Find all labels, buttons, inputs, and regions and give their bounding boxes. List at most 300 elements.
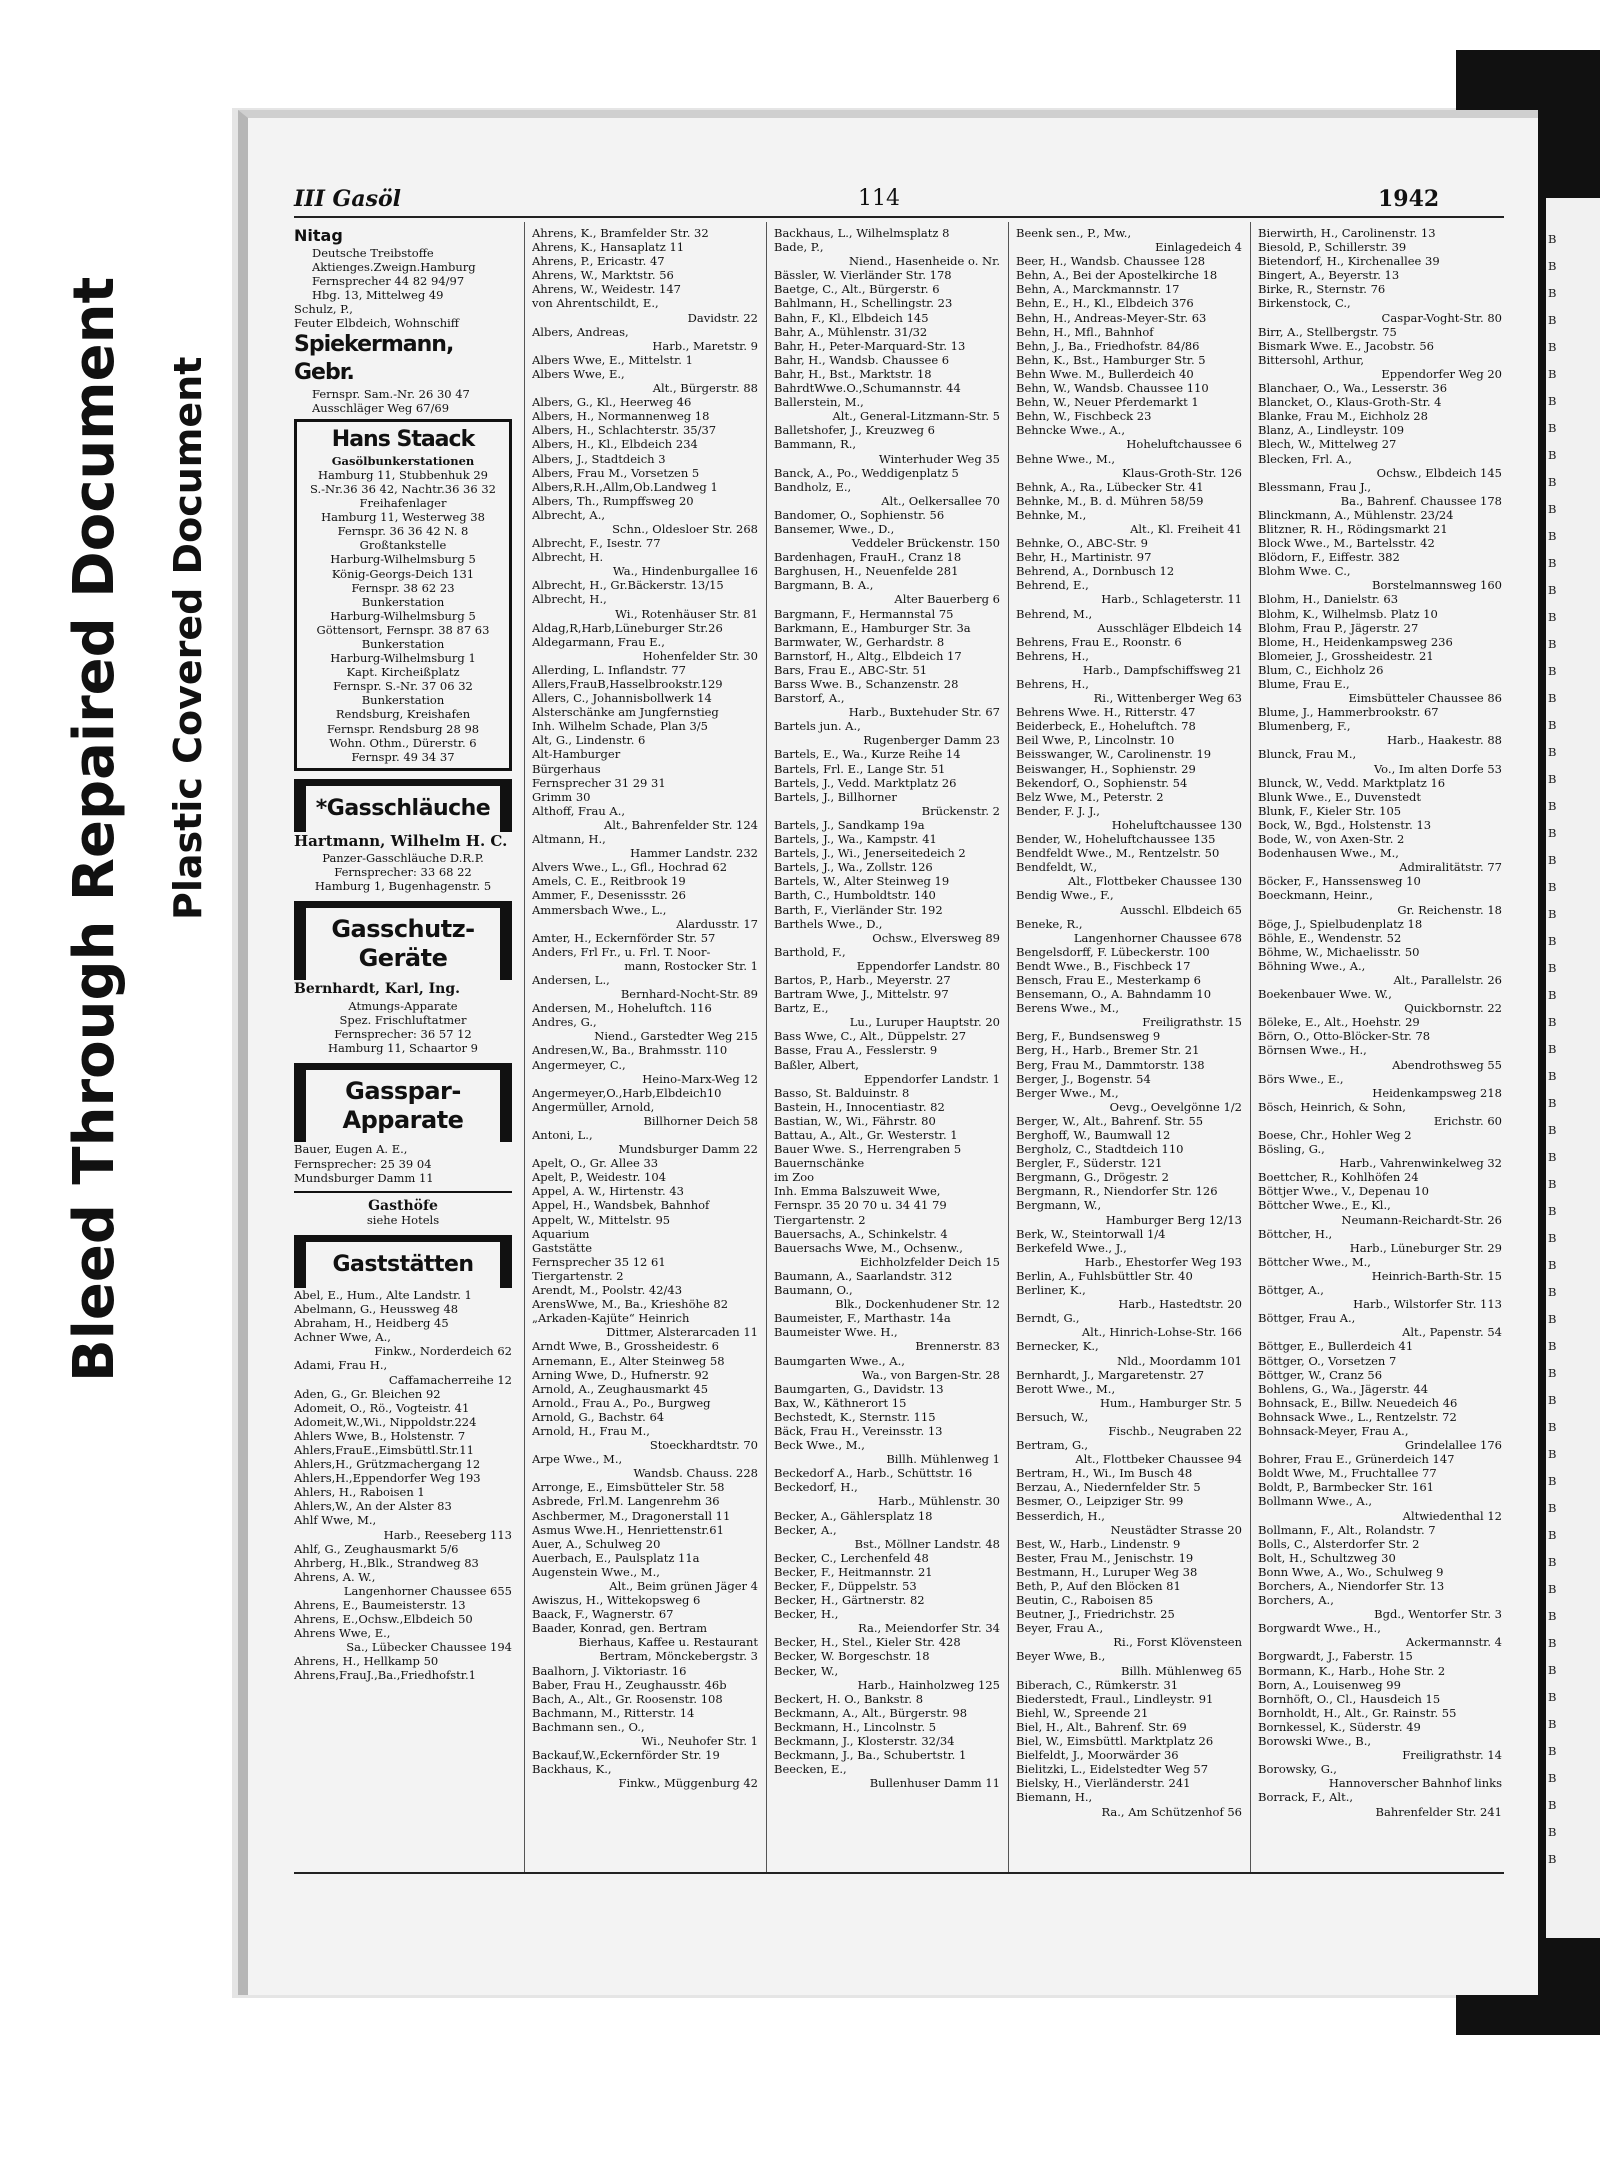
entry-line: Bandholz, E., xyxy=(774,479,852,494)
entry-line: Berg, Frau M., Dammtorstr. 138 xyxy=(1016,1057,1205,1072)
entry-line: Bertram, G., xyxy=(1016,1438,1089,1453)
next-page-letters: BBBBBBBBBBBBBBBBBBBBBBBBBBBBBBBBBBBBBBBBBBBBBBBBBBBBBBBBBBBBB xyxy=(1548,232,1557,1866)
entry-line: Beiswanger, H., Sophienstr. 29 xyxy=(1016,761,1196,776)
entry-line: Einlagedeich 4 xyxy=(1155,240,1242,255)
entry-line: Behrens, Frau E., Roonstr. 6 xyxy=(1016,634,1182,649)
entry-line: Berghoff, W., Baumwall 12 xyxy=(1016,1128,1171,1142)
entry-line: Harburg-Wilhelmsburg 1 xyxy=(330,651,476,666)
entry-line: Behnke, M., B. d. Mühren 58/59 xyxy=(1016,493,1204,508)
entry-line: Inh. Wilhelm Schade, Plan 3/5 xyxy=(532,719,708,734)
gasspar-banner xyxy=(294,1063,512,1142)
entry-line: Altmann, H., xyxy=(532,832,606,847)
entry-line: Hoheluftchaussee 130 xyxy=(1111,817,1242,832)
entry-line: Bergmann, G., Drögestr. 2 xyxy=(1016,1170,1169,1185)
entry-line: Schn., Oldesloer Str. 268 xyxy=(612,521,758,536)
entry-line: Ahrens, E., Baumeisterstr. 13 xyxy=(294,1598,466,1612)
entry-line: Blume, Frau E., xyxy=(1258,677,1350,691)
entry-line: Behnk, A., Ra., Lübecker Str. 41 xyxy=(1016,479,1204,494)
entry-line: Eppendorfer Landstr. 80 xyxy=(856,958,1000,973)
entry-line: Bekendorf, O., Sophienstr. 54 xyxy=(1016,775,1188,790)
entry-line: Blinckmann, A., Mühlenstr. 23/24 xyxy=(1258,507,1454,522)
entry-line: Bahr, H., Wandsb. Chaussee 6 xyxy=(774,352,950,367)
entry-line: Alvers Wwe., L., Gfl., Hochrad 62 xyxy=(532,860,728,875)
footer-rule xyxy=(294,1872,1504,1874)
entry-line: Finkw., Müggenburg 42 xyxy=(618,1776,758,1791)
entry-line: Albers,R.H.,Allm,Ob.Landweg 1 xyxy=(532,479,718,494)
entry-line: Angermeyer,O.,Harb,Elbdeich10 xyxy=(532,1085,722,1100)
entry-line: Böhle, E., Wendenstr. 52 xyxy=(1258,930,1402,945)
entry-line: Bestmann, H., Luruper Weg 38 xyxy=(1016,1564,1198,1579)
entry-line: Asbrede, Frl.M. Langenrehm 36 xyxy=(532,1494,720,1509)
column-rule xyxy=(524,222,525,1872)
entry-line: Bensemann, O., A. Bahndamm 10 xyxy=(1016,987,1212,1002)
entry-line: Albers, Frau M., Vorsetzen 5 xyxy=(532,465,700,480)
nitag-lines xyxy=(294,246,512,302)
entry-line: Bäck, Frau H., Vereinsstr. 13 xyxy=(774,1423,943,1438)
entry-line: Beutin, C., Raboisen 85 xyxy=(1016,1593,1154,1608)
entry-line: Blomeier, J., Grossheidestr. 21 xyxy=(1258,648,1434,663)
entry-line: Beneke, R., xyxy=(1016,916,1083,931)
entry-line: Bengelsdorff, F. Lübeckerstr. 100 xyxy=(1016,944,1210,959)
entry-line: Bielitzki, L., Eidelstedter Weg 57 xyxy=(1016,1762,1209,1777)
entry-line: Banck, A., Po., Weddigenplatz 5 xyxy=(774,465,959,480)
column-1 xyxy=(294,226,512,1683)
entry-line: Bösling, G., xyxy=(1258,1142,1325,1157)
entry-line: Bandomer, O., Sophienstr. 56 xyxy=(774,507,945,522)
entry-line: Ausschl. Elbdeich 65 xyxy=(1120,902,1242,917)
staack-lines xyxy=(305,468,501,764)
entry-line: Auerbach, E., Paulsplatz 11a xyxy=(532,1550,700,1565)
entry-line: Behn, K., Bst., Hamburger Str. 5 xyxy=(1016,352,1206,367)
entry-line: Baalhorn, J. Viktoriastr. 16 xyxy=(532,1663,687,1678)
entry-line: Ahlers Wwe, B., Holstenstr. 7 xyxy=(294,1428,466,1443)
entry-line: Albers Wwe, E., Mittelstr. 1 xyxy=(532,352,693,367)
entry-line: Harb., Lüneburger Str. 29 xyxy=(1349,1240,1502,1255)
entry-line: Ballerstein, M., xyxy=(774,395,864,410)
entry-line: Backauf,W.,Eckernförder Str. 19 xyxy=(532,1748,720,1763)
entry-line: Bertram, Mönckebergstr. 3 xyxy=(599,1649,758,1664)
entry-line: Ahrens,FrauJ.,Ba.,Friedhofstr.1 xyxy=(294,1668,477,1683)
entry-line: Beisswanger, W., Carolinenstr. 19 xyxy=(1016,747,1212,762)
entry-line: Berndt, G., xyxy=(1016,1311,1080,1326)
entry-line: Abraham, H., Heidberg 45 xyxy=(294,1316,449,1331)
entry-line: Arnold., Frau A., Po., Burgweg xyxy=(532,1395,711,1410)
entry-line: Hamburger Berg 12/13 xyxy=(1105,1212,1242,1227)
entry-line: Harb., Haakestr. 88 xyxy=(1387,733,1502,748)
entry-line: Böhme, W., Michaelisstr. 50 xyxy=(1258,944,1420,959)
entry-line: Bohlens, G., Wa., Jägerstr. 44 xyxy=(1258,1381,1429,1396)
entry-line: Hamburg 11, Stubbenhuk 29 xyxy=(318,467,488,482)
entry-line: Kapt. Kircheißplatz xyxy=(346,665,460,680)
entry-line: Albrecht, H. xyxy=(532,550,604,565)
entry-line: Bade, P., xyxy=(774,240,824,255)
entry-line: Bergmann, W., xyxy=(1016,1198,1102,1213)
entry-line: Allers, C., Johannisbollwerk 14 xyxy=(532,691,712,706)
entry-line: Bars, Frau E., ABC-Str. 51 xyxy=(774,662,928,677)
bleed-through-stamp: Bleed Through Repaired Document xyxy=(62,276,127,1382)
section-divider xyxy=(294,1191,512,1193)
entry-line: Böhning Wwe., A., xyxy=(1258,958,1366,973)
entry-line: Böleke, E., Alt., Hoehstr. 29 xyxy=(1258,1015,1420,1030)
entry-line: Bernecker, K., xyxy=(1016,1339,1099,1354)
entry-line: Barkmann, E., Hamburger Str. 3a xyxy=(774,620,971,635)
entry-line: Dittmer, Alsterarcaden 11 xyxy=(606,1325,758,1340)
entry-line: Baader, Konrad, gen. Bertram xyxy=(532,1621,708,1636)
entry-line: Becker, F., Heitmannstr. 21 xyxy=(774,1564,933,1579)
entry-line: Alt., Bahrenfelder Str. 124 xyxy=(603,817,758,832)
page-year: 1942 xyxy=(1378,186,1440,212)
entry-line: Beck Wwe., M., xyxy=(774,1438,865,1453)
entry-line: Börnsen Wwe., H., xyxy=(1258,1043,1367,1058)
entry-line: Biel, W., Eimsbüttl. Marktplatz 26 xyxy=(1016,1734,1214,1749)
entry-line: Deutsche Treibstoffe xyxy=(312,246,434,260)
entry-line: Eppendorfer Weg 20 xyxy=(1381,366,1502,381)
entry-line: Borchers, A., xyxy=(1258,1593,1334,1608)
entry-line: Bardenhagen, FrauH., Cranz 18 xyxy=(774,550,962,565)
entry-line: Bittersohl, Arthur, xyxy=(1258,352,1365,367)
entry-line: Mundsburger Damm 11 xyxy=(294,1170,434,1185)
entry-line: Berger Wwe., M., xyxy=(1016,1085,1119,1100)
entry-line: Boldt, P., Barmbecker Str. 161 xyxy=(1258,1480,1434,1495)
entry-line: Hamburg 1, Bugenhagenstr. 5 xyxy=(314,879,492,893)
entry-line: Beyer Wwe, B., xyxy=(1016,1649,1106,1664)
entry-line: Fernsprecher 31 29 31 xyxy=(532,775,666,790)
entry-line: Harb., Hastedtstr. 20 xyxy=(1118,1297,1242,1312)
entry-line: Winterhuder Weg 35 xyxy=(878,451,1000,466)
entry-line: Basse, Frau A., Fesslerstr. 9 xyxy=(774,1043,938,1058)
entry-line: Berlin, A., Fuhlsbüttler Str. 40 xyxy=(1016,1268,1193,1283)
entry-line: Boeckmann, Heinr., xyxy=(1258,888,1373,903)
gaststaetten-banner: Gaststätten xyxy=(294,1235,512,1288)
directory-page xyxy=(238,110,1557,1995)
entry-line: Feuter Elbdeich, Wohnschiff xyxy=(294,316,459,331)
entry-line: Aschbermer, M., Dragonerstall 11 xyxy=(532,1508,731,1523)
gasschutz-banner xyxy=(294,901,512,980)
entry-line: Blohm Wwe. C., xyxy=(1258,564,1351,579)
entry-line: Hamburg 11, Schaartor 9 xyxy=(328,1041,478,1056)
entry-line: Ahrens Wwe, E., xyxy=(294,1626,391,1641)
entry-line: Fernspr. Rendsburg 28 98 xyxy=(326,721,480,736)
entry-line: Behn, J., Ba., Friedhofstr. 84/86 xyxy=(1016,338,1200,353)
entry-line: Freiligrathstr. 14 xyxy=(1402,1748,1502,1763)
entry-line: Becker, F., Düppelstr. 53 xyxy=(774,1579,917,1593)
entry-line: Bach, A., Alt., Gr. Roosenstr. 108 xyxy=(532,1691,723,1706)
entry-line: Albers, Th., Rumpffsweg 20 xyxy=(532,493,694,508)
entry-line: Biemann, H., xyxy=(1016,1790,1093,1805)
entry-line: Antoni, L., xyxy=(532,1128,593,1142)
entry-line: Ahrens, K., Bramfelder Str. 32 xyxy=(532,226,709,240)
entry-line: Allerding, L. Inflandstr. 77 xyxy=(532,662,686,677)
entry-line: Beenk sen., P., Mw., xyxy=(1016,226,1132,240)
entry-line: Bauer, Eugen A. E., xyxy=(294,1142,408,1157)
entry-line: Blunk Wwe., E., Duvenstedt xyxy=(1258,789,1422,804)
entry-line: Barth, F., Vierländer Str. 192 xyxy=(774,902,943,917)
entry-line: Barmwater, W., Gerhardstr. 8 xyxy=(774,634,945,649)
entry-line: Aquarium xyxy=(532,1226,590,1241)
entry-line: Albers, H., Kl., Elbdeich 234 xyxy=(532,437,698,452)
entry-line: Behn, W., Neuer Pferdemarkt 1 xyxy=(1016,395,1199,410)
entry-line: Ackermannstr. 4 xyxy=(1406,1635,1502,1650)
entry-line: Großtankstelle xyxy=(359,538,447,553)
entry-line: Bendt Wwe., B., Fischbeck 17 xyxy=(1016,958,1191,973)
entry-line: Fischb., Neugraben 22 xyxy=(1108,1423,1242,1438)
entry-line: Ammersbach Wwe., L., xyxy=(532,902,667,917)
entry-line: Bohnsack, E., Billw. Neuedeich 46 xyxy=(1258,1395,1458,1410)
entry-line: Böttcher Wwe., M., xyxy=(1258,1254,1371,1269)
entry-line: Heidenkampsweg 218 xyxy=(1372,1085,1502,1100)
entry-line: Blanchaer, O., Wa., Lesserstr. 36 xyxy=(1258,381,1448,396)
entry-line: Bass Wwe, C., Alt., Düppelstr. 27 xyxy=(774,1029,967,1044)
entry-line: Blessmann, Frau J., xyxy=(1258,479,1372,494)
entry-line: Eichholzfelder Deich 15 xyxy=(860,1254,1000,1269)
entry-line: Arnold, G., Bachstr. 64 xyxy=(532,1409,665,1424)
entry-line: Hamburg 11, Westerweg 38 xyxy=(321,510,485,525)
entry-line: von Ahrentschildt, E., xyxy=(532,296,659,311)
entry-line: Appelt, W., Mittelstr. 95 xyxy=(532,1212,671,1227)
entry-line: Bunkerstation xyxy=(361,636,445,651)
entry-line: Becker, C., Lerchenfeld 48 xyxy=(774,1550,929,1565)
entry-line: Veddeler Brückenstr. 150 xyxy=(851,536,1000,551)
entry-line: Bartels, J., Sandkamp 19a xyxy=(774,817,925,832)
entry-line: Bode, W., von Axen-Str. 2 xyxy=(1258,832,1405,847)
entry-line: Stoeckhardtstr. 70 xyxy=(649,1438,758,1453)
entry-line: Bolls, C., Alsterdorfer Str. 2 xyxy=(1258,1536,1420,1551)
entry-line: Behnke, O., ABC-Str. 9 xyxy=(1016,536,1148,551)
entry-line: Admiralitätstr. 77 xyxy=(1399,860,1502,875)
entry-line: Alter Bauerberg 6 xyxy=(894,592,1000,607)
entry-line: Blume, J., Hammerbrookstr. 67 xyxy=(1258,705,1439,720)
entry-line: Barthels Wwe., D., xyxy=(774,916,883,931)
entry-line: Böcker, F., Hanssensweg 10 xyxy=(1258,874,1421,889)
entry-line: Fernsprecher 35 12 61 xyxy=(532,1254,666,1269)
entry-line: Alsterschänke am Jungfernstieg xyxy=(532,705,719,720)
entry-line: Böttger, W., Cranz 56 xyxy=(1258,1367,1383,1382)
entry-line: Hohenfelder Str. 30 xyxy=(642,648,758,663)
entry-line: Alt, G., Lindenstr. 6 xyxy=(532,733,646,748)
gasschutz-title-2: Geräte xyxy=(358,944,448,973)
entry-line: Block Wwe., M., Bartelsstr. 42 xyxy=(1258,536,1435,551)
entry-line: Bodenhausen Wwe., M., xyxy=(1258,846,1399,861)
entry-line: Biehl, W., Spreende 21 xyxy=(1016,1705,1149,1720)
entry-line: Rugenberger Damm 23 xyxy=(863,733,1000,748)
gasthoefe-title: Gasthöfe xyxy=(368,1197,438,1214)
entry-line: König-Georgs-Deich 131 xyxy=(331,566,475,581)
entry-line: Fernsprecher 44 82 94/97 xyxy=(312,274,465,289)
entry-line: Amter, H., Eckernförder Str. 57 xyxy=(532,930,716,945)
entry-line: Berliner, K., xyxy=(1016,1283,1086,1298)
entry-line: Bender, W., Hoheluftchaussee 135 xyxy=(1016,832,1216,847)
entry-line: Blödorn, F., Eiffestr. 382 xyxy=(1258,550,1400,565)
entry-line: Berens Wwe., M., xyxy=(1016,1001,1120,1016)
entry-line: Biel, H., Alt., Bahrenf. Str. 69 xyxy=(1016,1719,1187,1734)
entry-line: Bock, W., Bgd., Holstenstr. 13 xyxy=(1258,817,1432,832)
entry-line: Quickbornstr. 22 xyxy=(1404,1001,1502,1016)
entry-line: Bartels, W., Alter Steinweg 19 xyxy=(774,874,950,889)
entry-line: Awiszus, H., Wittekopsweg 6 xyxy=(532,1593,701,1608)
entry-line: Gaststätte xyxy=(532,1240,592,1255)
entry-line: Blumenberg, F., xyxy=(1258,719,1351,734)
entry-line: Abel, E., Hum., Alte Landstr. 1 xyxy=(294,1287,472,1302)
entry-line: Bahr, A., Mühlenstr. 31/32 xyxy=(774,324,928,339)
entry-line: Adami, Frau H., xyxy=(294,1358,388,1373)
entry-line: Borowski Wwe., B., xyxy=(1258,1734,1372,1749)
entry-line: Behn, A., Marckmannstr. 17 xyxy=(1016,282,1180,297)
entry-line: Barth, C., Humboldtstr. 140 xyxy=(774,888,936,903)
entry-line: Arronge, E., Eimsbütteler Str. 58 xyxy=(532,1480,725,1495)
entry-line: Beckmann, A., Alt., Bürgerstr. 98 xyxy=(774,1705,968,1720)
entry-line: Andres, G., xyxy=(532,1015,597,1030)
entry-line: Mundsburger Damm 22 xyxy=(618,1142,758,1157)
entry-line: Becker, A., xyxy=(774,1522,837,1537)
entry-line: Neustädter Strasse 20 xyxy=(1110,1522,1242,1537)
entry-line: Albers, Andreas, xyxy=(532,324,629,339)
entry-line: Bergholz, C., Stadtdeich 110 xyxy=(1016,1142,1184,1157)
entry-line: Baßler, Albert, xyxy=(774,1057,859,1072)
entry-line: Gr. Reichenstr. 18 xyxy=(1397,902,1502,917)
entry-line: Hannoverscher Bahnhof links xyxy=(1328,1776,1502,1791)
entry-line: Inh. Emma Balszuweit Wwe, xyxy=(774,1184,941,1199)
entry-line: Alt., Hinrich-Lohse-Str. 166 xyxy=(1081,1325,1242,1340)
entry-line: Bartels, J., Wi., Jenerseitedeich 2 xyxy=(774,846,966,861)
entry-line: Barghusen, H., Neuenfelde 281 xyxy=(774,564,959,579)
entry-line: Aktienges.Zweign.Hamburg xyxy=(312,260,476,275)
entry-line: Albers Wwe, E., xyxy=(532,366,625,381)
entry-line: Aldegarmann, Frau E., xyxy=(532,634,665,649)
entry-line: Angermüller, Arnold, xyxy=(532,1099,655,1114)
entry-line: Bahr, H., Bst., Marktstr. 18 xyxy=(774,366,932,381)
entry-line: Alt., Parallelstr. 26 xyxy=(1393,972,1502,987)
entry-line: Alt., Papenstr. 54 xyxy=(1402,1325,1502,1340)
entry-line: Bartram Wwe, J., Mittelstr. 97 xyxy=(774,987,949,1002)
entry-line: Fernspr. 36 36 42 N. 8 xyxy=(337,524,469,539)
gasthoefe-note: siehe Hotels xyxy=(366,1212,440,1227)
entry-line: Altwiedenthal 12 xyxy=(1402,1508,1502,1523)
entry-line: Börs Wwe., E., xyxy=(1258,1071,1344,1086)
entry-line: Ochsw., Elbdeich 145 xyxy=(1376,465,1502,480)
entry-line: Alt., General-Litzmann-Str. 5 xyxy=(832,409,1000,424)
entry-line: Arning Wwe, D., Hufnerstr. 92 xyxy=(532,1367,709,1382)
entry-line: Bensch, Frau E., Mesterkamp 6 xyxy=(1016,972,1201,987)
entry-line: Behn, H., Mfl., Bahnhof xyxy=(1016,324,1154,339)
entry-line: Abendrothsweg 55 xyxy=(1392,1057,1502,1072)
entry-line: Biberach, C., Rümkerstr. 31 xyxy=(1016,1677,1179,1692)
entry-line: Behrend, A., Dornbusch 12 xyxy=(1016,564,1175,579)
entry-line: Blancket, O., Klaus-Groth-Str. 4 xyxy=(1258,395,1442,410)
entry-line: Behn, W., Wandsb. Chaussee 110 xyxy=(1016,381,1209,396)
gasschutz-name: Bernhardt, Karl, Ing. xyxy=(294,981,460,998)
entry-line: Ahrens, E.,Ochsw.,Elbdeich 50 xyxy=(294,1612,473,1627)
entry-line: Bohnsack Wwe., L., Rentzelstr. 72 xyxy=(1258,1409,1457,1424)
entry-line: Apelt, P., Weidestr. 104 xyxy=(532,1170,667,1185)
entry-line: Wa., von Bargen-Str. 28 xyxy=(861,1367,1000,1382)
entry-line: Biederstedt, Fraul., Lindleystr. 91 xyxy=(1016,1691,1214,1706)
entry-line: Allers,FrauB,Hasselbrookstr.129 xyxy=(532,677,723,691)
entry-line: Beckmann, H., Lincolnstr. 5 xyxy=(774,1719,937,1734)
entry-line: Bartels, J., Billhorner xyxy=(774,789,897,804)
entry-line: Beil Wwe, P., Lincolnstr. 10 xyxy=(1016,733,1175,748)
entry-line: „Arkaden-Kajüte“ Heinrich xyxy=(532,1311,690,1326)
entry-line: Boettcher, R., Kohlhöfen 24 xyxy=(1258,1170,1419,1185)
entry-line: Bohnsack-Meyer, Frau A., xyxy=(1258,1423,1409,1438)
entry-line: Blk., Dockenhudener Str. 12 xyxy=(835,1297,1000,1312)
entry-line: Arndt Wwe, B., Grossheidestr. 6 xyxy=(532,1339,719,1354)
entry-line: Bastein, H., Innocentiastr. 82 xyxy=(774,1099,945,1114)
entry-line: Fernspr. Sam.-Nr. 26 30 47 xyxy=(312,386,470,401)
entry-line: Bässler, W. Vierländer Str. 178 xyxy=(774,268,952,283)
entry-line: Andersen, L., xyxy=(532,972,610,987)
entry-line: Bartels, Frl. E., Lange Str. 51 xyxy=(774,761,946,776)
column-rule xyxy=(1250,222,1251,1872)
entry-line: Alt., Flottbeker Chaussee 130 xyxy=(1068,874,1242,889)
entry-line: Battau, A., Alt., Gr. Westerstr. 1 xyxy=(774,1128,958,1142)
entry-line: Ahlers, H., Raboisen 1 xyxy=(294,1485,425,1500)
entry-line: Bunkerstation xyxy=(361,594,445,609)
entry-line: Bester, Frau M., Jenischstr. 19 xyxy=(1016,1550,1194,1565)
entry-line: Davidstr. 22 xyxy=(687,310,758,325)
entry-line: Oevg., Oevelgönne 1/2 xyxy=(1109,1099,1242,1114)
entry-line: Baber, Frau H., Zeughausstr. 46b xyxy=(532,1677,727,1692)
entry-line: Bingert, A., Beyerstr. 13 xyxy=(1258,268,1400,283)
entry-line: Basso, St. Balduinstr. 8 xyxy=(774,1085,910,1100)
entry-line: Bargmann, F., Hermannstal 75 xyxy=(774,606,954,621)
entry-line: Böge, J., Spielbudenplatz 18 xyxy=(1258,916,1423,931)
entry-line: Barnstorf, H., Altg., Elbdeich 17 xyxy=(774,648,962,663)
entry-line: Alt., Beim grünen Jäger 4 xyxy=(609,1579,758,1593)
entry-line: Backhaus, L., Wilhelmsplatz 8 xyxy=(774,226,950,240)
column-rule xyxy=(1008,222,1009,1872)
entry-line: Beckedorf, H., xyxy=(774,1480,858,1495)
entry-line: Borgwardt, J., Faberstr. 15 xyxy=(1258,1649,1413,1664)
entry-line: Behrens, H., xyxy=(1016,677,1089,691)
staack-ad xyxy=(294,419,512,771)
entry-line: Finkw., Norderdeich 62 xyxy=(374,1344,512,1359)
entry-line: Alt., Flottbeker Chaussee 94 xyxy=(1075,1452,1242,1467)
entry-line: Asmus Wwe.H., Henriettenstr.61 xyxy=(532,1522,724,1537)
entry-line: ArensWwe, M., Ba., Krieshöhe 82 xyxy=(532,1297,729,1312)
entry-line: Wa., Hindenburgallee 16 xyxy=(612,564,758,579)
entry-line: Bartos, P., Harb., Meyerstr. 27 xyxy=(774,972,951,987)
entry-line: Freiligrathstr. 15 xyxy=(1142,1015,1242,1030)
entry-line: Behrend, M., xyxy=(1016,606,1093,621)
entry-line: Borgwardt Wwe., H., xyxy=(1258,1621,1381,1636)
entry-line: Bauersachs Wwe, M., Ochsenw., xyxy=(774,1240,963,1255)
entry-line: Baumgarten, G., Davidstr. 13 xyxy=(774,1381,944,1396)
entry-line: Billhorner Deich 58 xyxy=(643,1113,758,1128)
entry-line: Bauersachs, A., Schinkelstr. 4 xyxy=(774,1226,948,1241)
entry-line: Andresen,W., Ba., Brahmsstr. 110 xyxy=(532,1043,728,1058)
entry-line: mann, Rostocker Str. 1 xyxy=(624,958,758,973)
entry-line: Ahlf Wwe, M., xyxy=(294,1513,377,1528)
entry-line: Berott Wwe., M., xyxy=(1016,1381,1116,1396)
entry-line: Berzau, A., Niedernfelder Str. 5 xyxy=(1016,1480,1201,1495)
page-number: 114 xyxy=(858,186,900,211)
entry-line: Sa., Lübecker Chaussee 194 xyxy=(346,1640,512,1655)
spiekermann-name: Spiekermann, Gebr. xyxy=(294,331,454,385)
entry-line: Apelt, O., Gr. Allee 33 xyxy=(532,1156,659,1171)
entry-line: Aden, G., Gr. Bleichen 92 xyxy=(294,1386,441,1401)
spiekermann-lines xyxy=(294,387,512,415)
entry-line: Ba., Bahrenf. Chaussee 178 xyxy=(1340,493,1502,508)
entry-line: Blunk, F., Kieler Str. 105 xyxy=(1258,803,1402,818)
entry-line: Bauernschänke xyxy=(774,1156,865,1171)
entry-line: Becker, W. Borgeschstr. 18 xyxy=(774,1649,930,1664)
entry-line: Bahlmann, H., Schellingstr. 23 xyxy=(774,296,953,311)
entry-line: Berg, F., Bundsensweg 9 xyxy=(1016,1029,1161,1044)
entry-line: Atmungs-Apparate xyxy=(348,999,458,1014)
entry-line: Aldag,R,Harb,Lüneburger Str.26 xyxy=(532,620,723,635)
entry-line: Ochsw., Elversweg 89 xyxy=(872,930,1000,945)
entry-line: Langenhorner Chaussee 678 xyxy=(1073,930,1242,945)
